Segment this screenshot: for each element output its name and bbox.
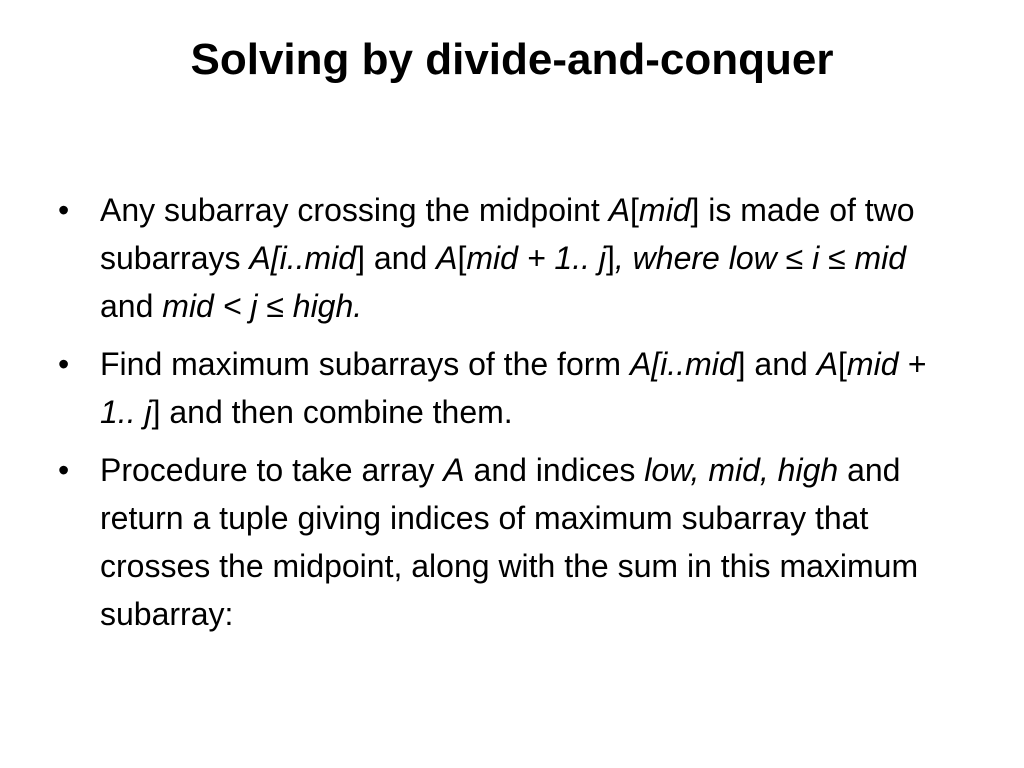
text-run: and return a tuple giving indices of maximum subarray that crosses the midpoint, along with the sum in this maximum subarray: bbox=[100, 452, 919, 632]
italic-text-run: A bbox=[436, 240, 458, 276]
text-run: Procedure to take array bbox=[100, 452, 444, 488]
text-run: ] and bbox=[736, 346, 817, 382]
text-run: ] and then combine them. bbox=[151, 394, 513, 430]
italic-text-run: A bbox=[608, 192, 631, 228]
text-run: Any subarray crossing the midpoint bbox=[100, 192, 609, 228]
italic-text-run: A bbox=[816, 346, 839, 382]
text-run: [ bbox=[630, 192, 639, 228]
bullet-dot-icon: • bbox=[58, 346, 70, 382]
slide-title: Solving by divide-and-conquer bbox=[190, 35, 834, 84]
text-run: [ bbox=[838, 346, 847, 382]
bullet-item bbox=[56, 340, 966, 436]
italic-text-run: mid + 1.. j bbox=[466, 240, 606, 276]
bullet-item bbox=[56, 446, 966, 638]
text-run: Find maximum subarrays of the form bbox=[100, 346, 630, 382]
italic-text-run: mid < j ≤ high. bbox=[162, 288, 363, 324]
bullet-text bbox=[100, 340, 966, 436]
text-run: and bbox=[100, 288, 163, 324]
bullet-text bbox=[100, 186, 966, 330]
italic-text-run: A[i..mid bbox=[249, 240, 357, 276]
text-run: ] bbox=[605, 240, 615, 276]
bullet-list bbox=[56, 186, 966, 648]
italic-text-run: mid bbox=[638, 192, 691, 228]
text-run: [ bbox=[457, 240, 467, 276]
italic-text-run: low, mid, high bbox=[644, 452, 839, 488]
italic-text-run: A bbox=[443, 452, 465, 488]
bullet-item bbox=[56, 186, 966, 330]
bullet-text bbox=[100, 446, 966, 638]
italic-text-run: mid + 1.. j bbox=[100, 346, 927, 430]
italic-text-run: A[i..mid bbox=[629, 346, 737, 382]
italic-text-run: , where low ≤ i ≤ mid bbox=[614, 240, 907, 276]
bullet-dot-icon: • bbox=[58, 192, 70, 228]
text-run: and indices bbox=[464, 452, 645, 488]
bullet-dot-icon: • bbox=[58, 452, 70, 488]
text-run: ] is made of two subarrays bbox=[100, 192, 915, 276]
text-run: ] and bbox=[356, 240, 437, 276]
